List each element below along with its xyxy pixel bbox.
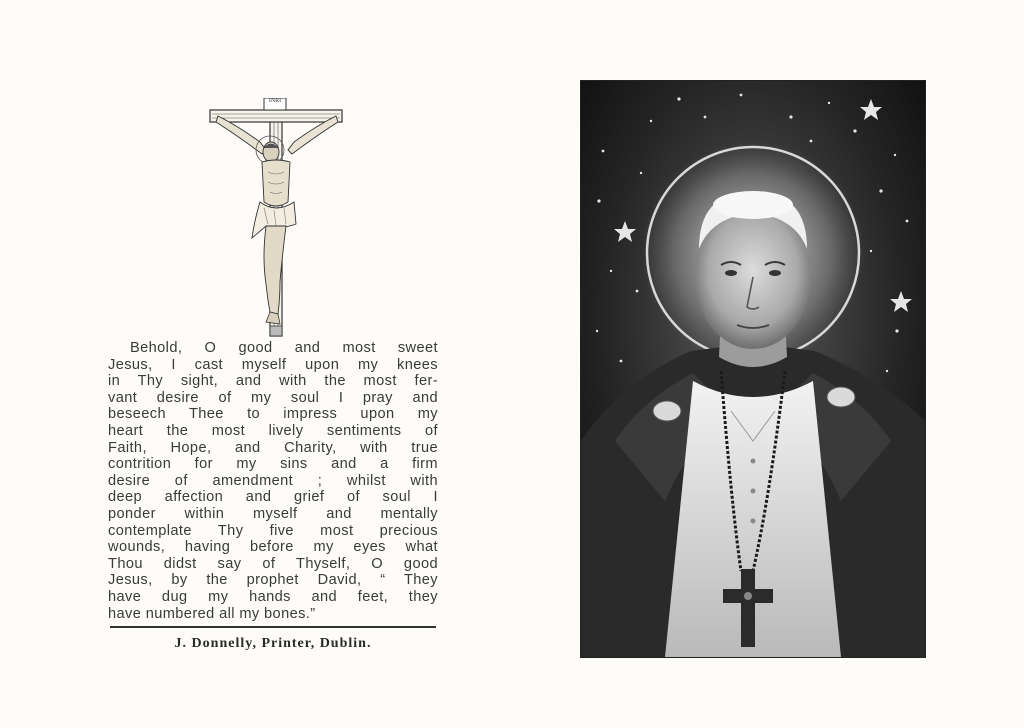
crucifix-illustration [208, 98, 348, 338]
divider-rule [110, 626, 436, 628]
prayer-line: in Thy sight, and with the most fer- [108, 373, 438, 390]
printer-imprint: J. Donnelly, Printer, Dublin. [174, 636, 372, 651]
prayer-line: deep affection and grief of soul I [108, 489, 438, 506]
portrait-image [581, 81, 925, 657]
prayer-text [108, 340, 438, 622]
prayer-line: Behold, O good and most sweet [130, 340, 438, 356]
prayer-line: vant desire of my soul I pray and [108, 389, 438, 406]
titulus-inscription: INRI [268, 98, 282, 104]
prayer-line: Faith, Hope, and Charity, with true [108, 439, 438, 456]
prayer-line: Thou didst say of Thyself, O good [108, 555, 438, 572]
prayer-line: beseech Thee to impress upon my [108, 406, 438, 423]
prayer-line: wounds, having before my eyes what [108, 539, 438, 556]
prayer-card [108, 90, 438, 660]
prayer-line: contrition for my sins and a firm [108, 456, 438, 473]
prayer-line: have dug my hands and feet, they [108, 588, 438, 605]
prayer-line: Jesus, by the prophet David, “ They [108, 572, 438, 589]
prayer-line: contemplate Thy five most precious [108, 522, 438, 539]
prayer-line: heart the most lively sentiments of [108, 422, 438, 439]
prayer-line: desire of amendment ; whilst with [108, 472, 438, 489]
portrait-photograph [580, 80, 926, 658]
prayer-line: Jesus, I cast myself upon my knees [108, 356, 438, 373]
prayer-line: ponder within myself and mentally [108, 505, 438, 522]
prayer-line: have numbered all my bones.” [108, 605, 316, 622]
